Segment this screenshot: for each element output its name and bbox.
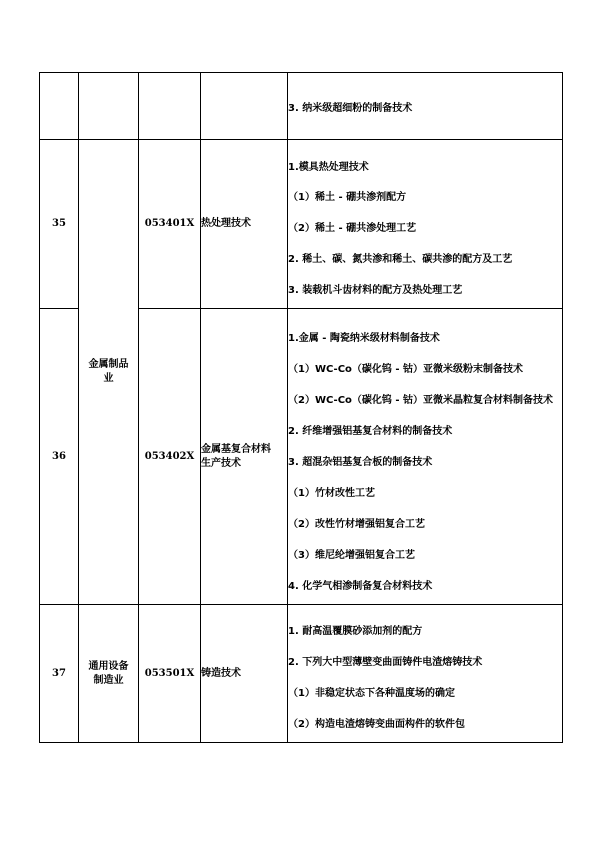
content-item: 3. 纳米级超细粉的制备技术 [288, 102, 413, 114]
tech-name [201, 309, 288, 605]
industry-label: 业 [103, 373, 114, 384]
table-row [40, 140, 563, 309]
table-row [40, 73, 563, 140]
content-item: （2）构造电渣熔铸变曲面构件的软件包 [288, 719, 465, 730]
row-number: 36 [40, 309, 79, 605]
content-item: （1）WC-Co（碳化钨 - 钴）亚微米级粉末制备技术 [288, 363, 524, 375]
industry-label: 制造业 [93, 674, 124, 686]
content-item: 2. 纤维增强铝基复合材料的制备技术 [288, 425, 453, 437]
row-number: 37 [40, 605, 79, 743]
content-item: （3）维尼纶增强铝复合工艺 [288, 549, 415, 561]
content-item: 1.金属 - 陶瓷纳米级材料制备技术 [288, 332, 440, 344]
content-item: 4. 化学气相渗制备复合材料技术 [288, 580, 433, 592]
content-item: 2. 下列大中型薄壁变曲面铸件电渣熔铸技术 [288, 657, 483, 668]
technology-table [39, 72, 563, 743]
number-cell [40, 73, 79, 140]
content-cell [288, 140, 563, 309]
content-item: 3. 装载机斗齿材料的配方及热处理工艺 [288, 284, 463, 296]
content-cell [288, 605, 563, 743]
content-item: 2. 稀土、碳、氮共渗和稀土、碳共渗的配方及工艺 [288, 253, 513, 265]
content-item: （1）竹材改性工艺 [288, 487, 375, 499]
tech-code: 053401X [139, 140, 201, 309]
tech-name: 热处理技术 [201, 140, 288, 309]
content-item: 1.模具热处理技术 [288, 161, 369, 173]
content-cell [288, 309, 563, 605]
table-row [40, 605, 563, 743]
tech-name-line: 金属基复合材料 [201, 443, 271, 455]
tech-code: 053402X [139, 309, 201, 605]
tech-name-line: 生产技术 [201, 457, 241, 469]
industry-label: 通用设备 [88, 660, 129, 672]
content-item: 1. 耐高温覆膜砂添加剂的配方 [288, 626, 423, 637]
industry-cell [79, 140, 139, 605]
content-item: 3. 超混杂铝基复合板的制备技术 [288, 456, 433, 468]
industry-label: 金属制品 [88, 359, 129, 370]
industry-cell [79, 605, 139, 743]
row-number: 35 [40, 140, 79, 309]
content-item: （2）WC-Co（碳化钨 - 钴）亚微米晶粒复合材料制备技术 [288, 394, 554, 406]
content-item: （2）稀土 - 硼共渗处理工艺 [288, 222, 417, 234]
tech-code: 053501X [139, 605, 201, 743]
content-item: （1）稀土 - 硼共渗剂配方 [288, 191, 407, 203]
content-cell [288, 73, 563, 140]
industry-cell [79, 73, 139, 140]
content-item: （1）非稳定状态下各种温度场的确定 [288, 688, 455, 699]
tech-name: 铸造技术 [201, 605, 288, 743]
code-cell [139, 73, 201, 140]
tech-name-cell [201, 73, 288, 140]
content-item: （2）改性竹材增强铝复合工艺 [288, 518, 425, 530]
